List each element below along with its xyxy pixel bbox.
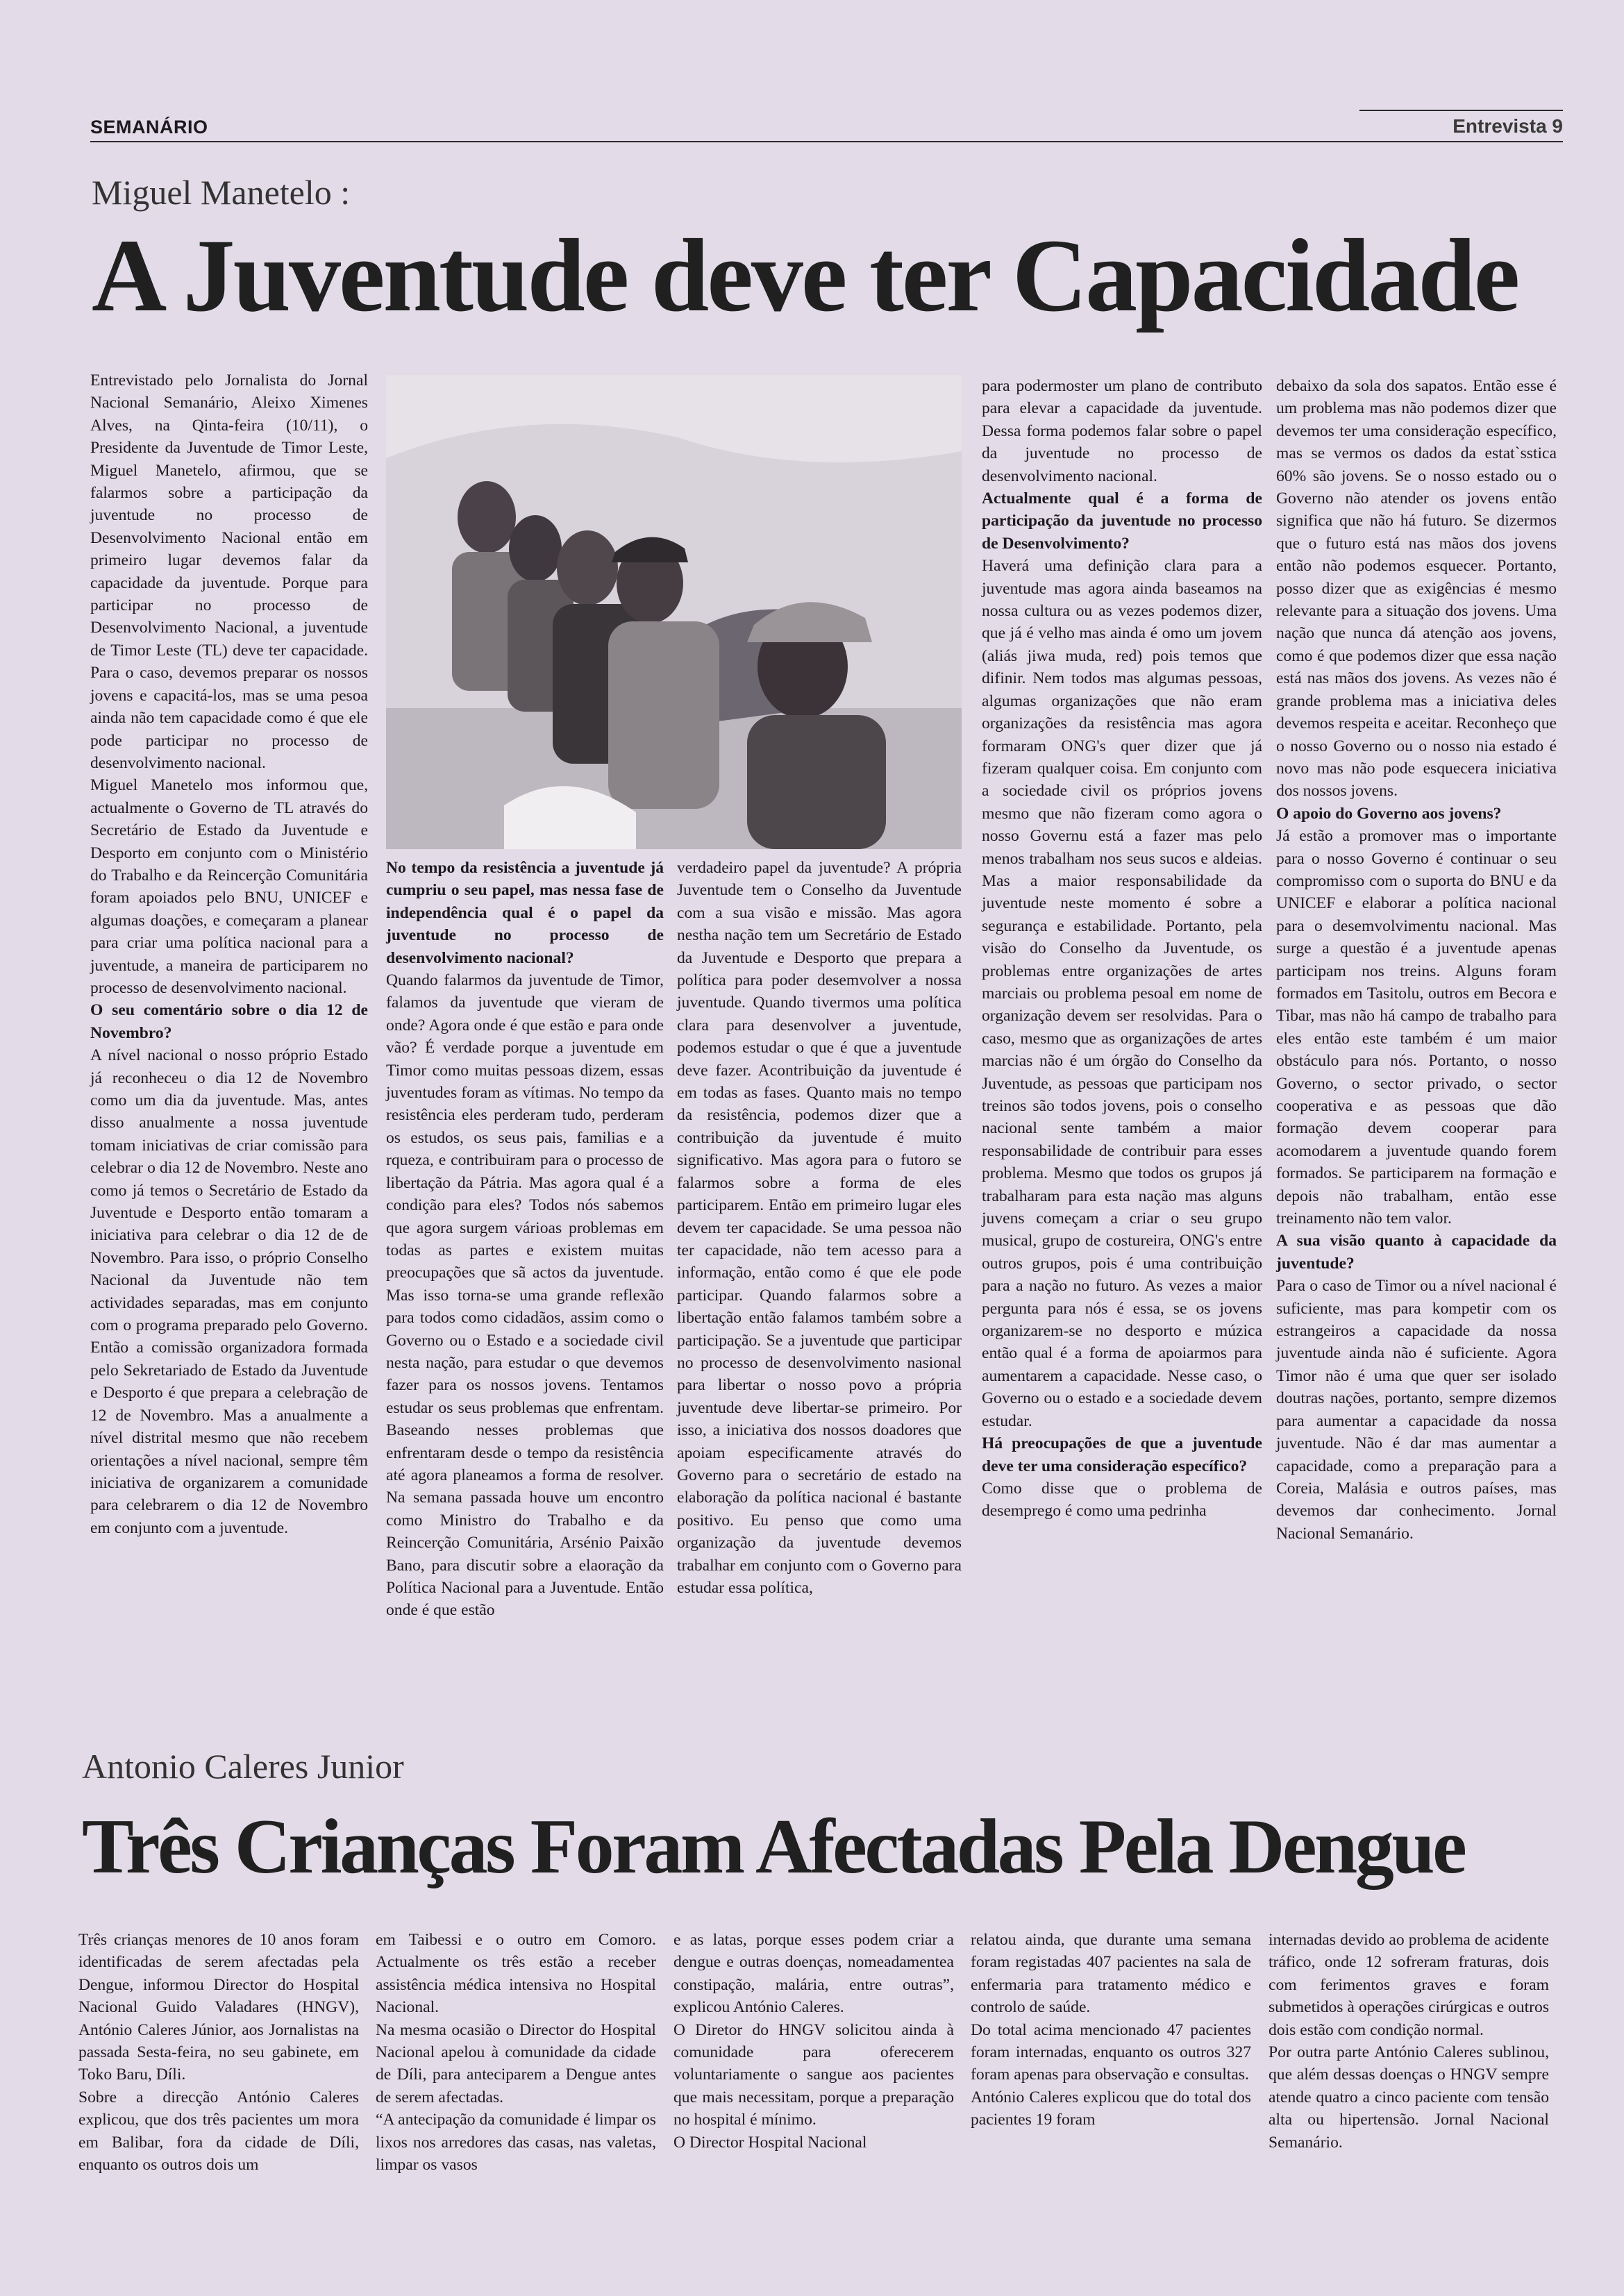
interview-question: A sua visão quanto à capacidade da juventude?	[1276, 1232, 1557, 1273]
article-paragraph: para podermoster um plano de contributo para elevar a capacidade da juventude. Dessa forma podemos falar sobre o papel da juventude no processo de desenvolvimento nacional.	[982, 377, 1262, 485]
newspaper-masthead: SEMANÁRIO	[90, 117, 208, 137]
article-paragraph: Quando falarmos da juventude de Timor, falamos da juventude que vieram de onde? Agora onde é que estão e para onde vão? É verdade porque a juventude em Timor como muitas pessoas dizem, essas juventudes foram as vítimas. No tempo da resistência eles perderam tudo, perderam os estudos, os seus pais, familias e a rqueza, e contribuiram para o processo de libertação da Pátria. Mas agora qual é a condição para eles? Todos nós sabemos que agora surgem várioas problemas em todas as partes e existem muitas preocupações que sã actos da juventude. Mas isso torna-se uma grande reflexão para todos como cidadãos, assim como o Governo ou o Estado e a sociedade civil nesta nação, para estudar o que devemos fazer para os nossos jovens. Tentamos estudar os seus problemas que enfrentam. Baseando nesses problemas que enfrentaram desde o tempo da resistência até agora planeamos a forma de resolver. Na semana passada houve um encontro como Ministro do Trabalho e da Reincerção Comunitária, Arsénio Paixão Bano, para discutir sobre a elaoração da Política Nacional para a Juventude. Então onde é que estão	[386, 971, 664, 1620]
article1-kicker: Miguel Manetelo :	[92, 173, 351, 212]
article-paragraph: Como disse que o problema de desemprego é como uma pedrinha	[982, 1479, 1262, 1520]
article-paragraph: Entrevistado pelo Jornalista do Jornal Nacional Semanário, Aleixo Ximenes Alves, na Qinta-feira (10/11), o Presidente da Juventude de Timor Leste, Miguel Manetelo, afirmou, que se falarmos sobre a participação da juventude no processo de Desenvolvimento Nacional então em primeiro lugar devemos falar da capacidade da juventude. Porque para participar no processo de Desenvolvimento Nacional, a juventude de Timor Leste (TL) deve ter capacidade. Para o caso, devemos preparar os nossos jovens e capacitá-los, mas se uma pesoa ainda não tem capacidade como é que ele pode participar no processo de desenvolvimento nacional.	[90, 371, 368, 772]
article1-column-4	[982, 375, 1262, 1523]
article-paragraph: Para o caso de Timor ou a nível nacional é suficiente, mas para kompetir com os estrangeiros a capacidade da nossa juventude ainda não é suficiente. Agora Timor não é uma que quer ser isolado doutras nações, portanto, sempre dizemos para aumentar a capacidade da nossa juventude. Não é dar mas aumentar a capacidade, como a preparação para a Coreia, Malásia e outros países, mas devemos dar conhecimento. Jornal Nacional Semanário.	[1276, 1277, 1557, 1543]
article-paragraph: verdadeiro papel da juventude? A própria Juventude tem o Conselho da Juventude com a sua visão e missão. Mas agora nestha nação tem um Secretário de Estado da Juventude e Desporto que prepara a política para poder desemvolver a nossa juventude. Quando tivermos uma política clara para desenvolver a juventude, podemos estudar o que é que a juventude deve fazer. Acontribuição da juventude é em todas as fases. Quanto mais no tempo da resistência, podemos dizer que a contribuição da juventude é muito significativo. Mas agora para o futoro se falarmos sobre a forma de eles participarem. Então em primeiro lugar eles devem ter capacidade. Se uma pessoa não ter capacidade, não tem acesso para a informação, então como é que ele pode participar. Quando falarmos sobre a libertação então falamos também sobre a participação. Se a juventude que participar no processo de desenvolvimento nasional para libertar o nosso povo a própria juventude deve libertar-se primeiro. Por isso, a iniciativa dos nossos doadores que apoiam especificamente através do Governo para o secretário de estado na elaboração da política nacional é bastante positivo. Eu penso que como uma organização da juventude devemos trabalhar em conjunto com o Governo para estudar essa política,	[677, 859, 962, 1597]
article2-column-3	[673, 1929, 954, 2154]
interview-question: No tempo da resistência a juventude já cumpriu o seu papel, mas nessa fase de independência qual é o papel da juventude no processo de desenvolvimento nacional?	[386, 859, 664, 967]
article1-column-1	[90, 369, 368, 1539]
article-paragraph: “A antecipação da comunidade é limpar os lixos nos arredores das casas, nas valetas, limpar os vasos	[376, 2111, 656, 2175]
interview-question: O apoio do Governo aos jovens?	[1276, 804, 1502, 823]
article-paragraph: Na mesma ocasião o Director do Hospital Nacional apelou à comunidade da cidade de Díli, para anteciparem a Dengue antes de serem afectadas.	[376, 2020, 656, 2106]
article-paragraph: Sobre a direcção António Caleres explicou, que dos três pacientes um mora em Balibar, fora da cidade de Díli, enquanto os outros dois um	[78, 2088, 359, 2175]
header-rule	[90, 141, 1563, 142]
article2-kicker: Antonio Caleres Junior	[82, 1747, 404, 1786]
interview-question: Actualmente qual é a forma de participação da juventude no processo de Desenvolvimento?	[982, 489, 1262, 553]
article-paragraph: Do total acima mencionado 47 pacientes foram internadas, enquanto os outros 327 foram apenas para observação e consultas.	[971, 2020, 1251, 2084]
article-paragraph: A nível nacional o nosso próprio Estado já reconheceu o dia 12 de Novembro como um dia da juventude. Mas, antes disso anualmente a nossa juventude tomam iniciativas de criar comissão para celebrar o dia 12 de Novembro. Neste ano como já temos o Secretário de Estado da Juventude e Desporto então tomaram a iniciativa para celebrar o dia 12 de de Novembro. Para isso, o próprio Conselho Nacional da Juventude não tem actividades separadas, mas em conjunto com o programa preparado pelo Governo. Então a comissão organizadora formada pelo Sekretariado de Estado da Juventude e Desporto é que prepara a celebração de 12 de Novembro. Mas a anualmente a nível distrital mesmo que não recebem orientações a nível nacional, sempre têm iniciativa de organizarem a comunidade para celebrarem o dia 12 de Novembro em conjunto com a juventude.	[90, 1046, 368, 1537]
article-paragraph: O Director Hospital Nacional	[673, 2133, 867, 2152]
article-paragraph: internadas devido ao problema de acidente tráfico, onde 12 sofreram fraturas, dois com ferimentos graves e foram submetidos à operações cirúrgicas e outros dois estão com condição normal.	[1269, 1931, 1549, 2039]
article2-column-5	[1269, 1929, 1549, 2154]
article2-column-2	[376, 1929, 656, 2176]
article-paragraph: Por outra parte António Caleres sublinou, que além dessas doenças o HNGV sempre atende quatro a cinco paciente com tensão alta ou hipertensão. Jornal Nacional Semanário.	[1269, 2043, 1549, 2152]
article1-column-5	[1276, 375, 1557, 1545]
youth-group-photo	[386, 375, 962, 849]
section-page-label: Entrevista 9	[1453, 115, 1563, 137]
article-paragraph: debaixo da sola dos sapatos. Então esse é um problema mas não podemos dizer que devemos ter uma consideração específico, mas se vermos os dados da estat`sstica 60% são jovens. Se o nosso estado ou o Governo não atender os jovens então significa que não há futuro. Se dizermos que o futuro está nas mãos dos jovens então não podemos esquecer. Portanto, posso dizer que as exigências é mesmo relevante para a situação dos jovens. Uma nação que nunca dá atenção aos jovens, como é que podemos dizer que essa nação está nas mãos dos jovens. As vezes não é grande problema mas a iniciativa deles devemos respeita e aceitar. Reconheço que o nosso Governo ou o nosso nia estado é novo mas não pode esquecera iniciativa dos nossos jovens.	[1276, 377, 1557, 801]
article-paragraph: Haverá uma definição clara para a juventude mas agora ainda baseamos na nossa cultura ou as vezes podemos dizer, que já é velho mas ainda é omo um jovem (aliás jiwa muda, red) pois temos que difinir. Nem todos mas algumas pessoas, algumas organizações que não eram organizações da resistência mas agora formaram ONG's quer dizer que já fizeram qualquer coisa. Em conjunto com a sociedade civil os próprios jovens mesmo que não fizeram como agora o nosso Governu está a fazer mas pelo menos trabalham nos seus sucos e aldeias. Mas a maior responsabilidade da juventude neste momento é sobre a segurança e estabilidade. Portanto, pela visão do Conselho da Juventude, os problemas entre organizações de artes marciais ou problema pesoal em nome de organização devem ser resolvidas. Para o caso, mesmo que as organizações de artes marcias não é um órgão do Conselho da Juventude, as pessoas que participam nos treinos são todos jovens, pois o conselho nacional sente também a maior responsabilidade de contribuir para esses problema. Mesmo que todos os grupos já trabalharam para esta nação mas alguns juvens começam a criar o seu grupo musical, grupo de costureira, ONG's entre outros grupos, pois é uma contribuição para a nação no futuro. As vezes a maior pergunta para nós é essa, se os jovens organizarem-se no desporto e múzica então qual é a forma de apoiarmos para aumentarem a capacidade. Nesse caso, o Governo ou o estado e a sociedade devem estudar.	[982, 557, 1262, 1430]
article-paragraph: relatou ainda, que durante uma semana foram registadas 407 pacientes na sala de enfermaria para tratamento médico e controlo de saúde.	[971, 1931, 1251, 2017]
header-rule-short	[1359, 110, 1563, 111]
article2-column-4	[971, 1929, 1251, 2131]
article-paragraph: e as latas, porque esses podem criar a dengue e outras doenças, nomeadamentea constipação, malária, entre outras”, explicou António Caleres.	[673, 1931, 954, 2017]
interview-question: Há preocupações de que a juventude deve ter uma consideração específico?	[982, 1434, 1262, 1475]
article-paragraph: Miguel Manetelo mos informou que, actualmente o Governo de TL através do Secretário de Estado da Juventude e Desporto em conjunto com o Ministério do Trabalho e da Reincerção Comunitária foram apoiados pelo BNU, UNICEF e algumas doações, e começaram a planear para criar uma política nacional para a juventude, a maneira de participarem no processo de desenvolvimento nacional.	[90, 776, 368, 997]
article-paragraph: O Diretor do HNGV solicitou ainda à comunidade para oferecerem voluntariamente o sangue aos pacientes que mais necessitam, porque a preparação no hospital é mínimo.	[673, 2020, 954, 2129]
article1-column-3	[677, 857, 962, 1599]
article1-headline: A Juventude deve ter Capacidade	[92, 218, 1518, 333]
article2-headline: Três Crianças Foram Afectadas Pela Dengue	[82, 1804, 1465, 1890]
article-paragraph: António Caleres explicou que do total dos pacientes 19 foram	[971, 2088, 1251, 2129]
article-paragraph: em Taibessi e o outro em Comoro. Actualmente os três estão a receber assistência médica intensiva no Hospital Nacional.	[376, 1931, 656, 2017]
article2-column-1	[78, 1929, 359, 2176]
article-paragraph: Já estão a promover mas o importante para o nosso Governo é continuar o seu compromisso com o suporta do BNU e da UNICEF e elaborar a política nacional para o desemvolvimentu nacional. Mas surge a questão é a juventude apenas participam nos treins. Alguns foram formados em Tasitolu, outros em Becora e Tibar, mas não há campo de trabalho para eles então este também é um maior obstáculo para nós. Portanto, o nosso Governo, o sector privado, o sector cooperativa e as pessoas que dão formação devem cooperar para acomodarem a juventude quando forem formados. Se participarem na formação e depois não trabalham, então esse treinamento não tem valor.	[1276, 827, 1557, 1228]
article-paragraph: Três crianças menores de 10 anos foram identificadas de serem afectadas pela Dengue, informou Director do Hospital Nacional Guido Valadares (HNGV), António Caleres Júnior, aos Jornalistas na passada Sesta-feira, no seu gabinete, em Toko Baru, Díli.	[78, 1931, 359, 2084]
interview-question: O seu comentário sobre o dia 12 de Novembro?	[90, 1001, 368, 1042]
article1-column-2	[386, 857, 664, 1622]
